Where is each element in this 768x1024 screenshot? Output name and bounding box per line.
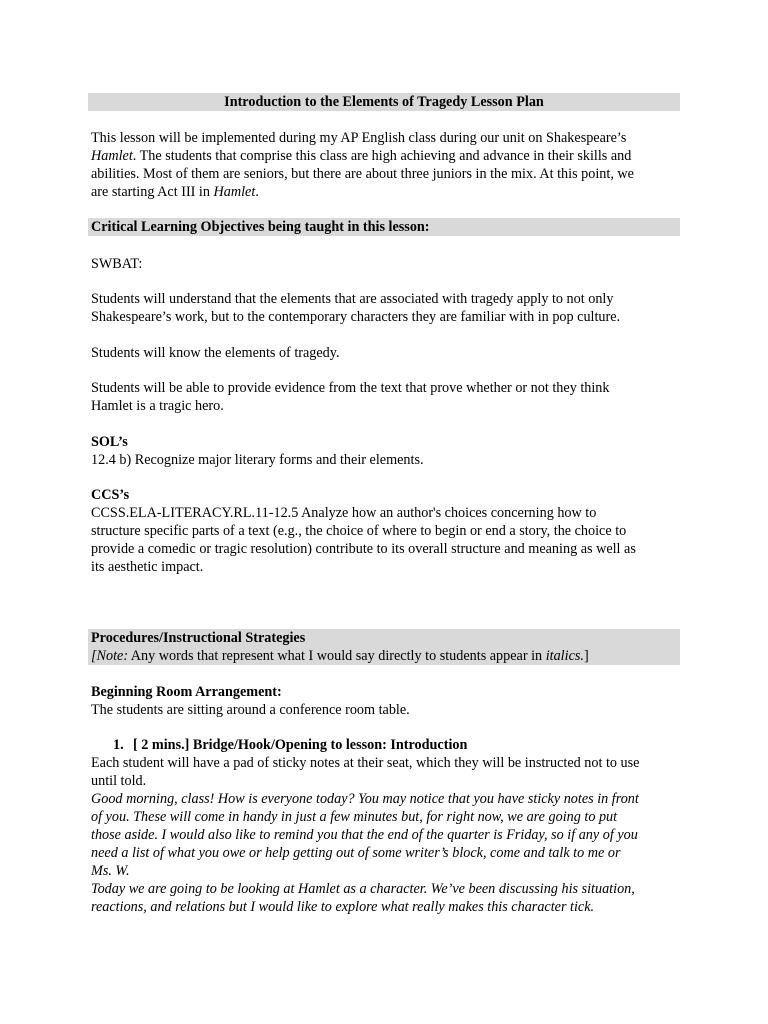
room-text: The students are sitting around a conference room table.	[91, 702, 410, 718]
objective-2: Students will know the elements of tragedy.	[91, 345, 340, 361]
step-1-say-1: Good morning, class! How is everyone today? You may notice that you have sticky notes in front	[91, 791, 639, 807]
step-1-heading	[113, 736, 467, 754]
step-1-say-2: of you. These will come in handy in just a few minutes but, for right now, we are going to put	[91, 809, 618, 825]
step-1-title: [ 2 mins.] Bridge/Hook/Opening to lesson: Introduction	[133, 737, 468, 753]
objectives-heading: Critical Learning Objectives being taught in this lesson:	[91, 219, 430, 235]
intro-line-3: abilities. Most of them are seniors, but there are about three juniors in the mix. At this point, we	[91, 166, 634, 182]
objective-1-line-1: Students will understand that the elements that are associated with tragedy apply to not only	[91, 291, 614, 307]
intro-line-1: This lesson will be implemented during my AP English class during our unit on Shakespeare’s	[91, 130, 627, 146]
note-italics-word: italics.	[545, 648, 584, 664]
objective-3-line-1: Students will be able to provide evidence from the text that prove whether or not they think	[91, 380, 610, 396]
intro-line-4-start: are starting Act III in	[91, 184, 214, 200]
note-text: Any words that represent what I would say directly to students appear in	[128, 648, 546, 664]
intro-line-4-end: .	[255, 184, 259, 200]
intro-line-2-rest: . The students that comprise this class are high achieving and advance in their skills and	[132, 148, 632, 164]
intro-line-2	[91, 147, 681, 165]
sols-heading: SOL’s	[91, 434, 128, 450]
intro-hamlet-italic-2: Hamlet	[213, 184, 256, 200]
ccss-line-2: structure specific parts of a text (e.g., the choice of where to begin or end a story, the choice to	[91, 523, 627, 539]
room-heading: Beginning Room Arrangement:	[91, 684, 282, 700]
note-close: ]	[583, 648, 589, 664]
page-title: Introduction to the Elements of Tragedy Lesson Plan	[224, 94, 544, 110]
intro-hamlet-italic: Hamlet	[91, 148, 133, 164]
step-1-number: 1.	[113, 737, 124, 753]
step-1-say-7: reactions, and relations but I would like to explore what really makes this character tick.	[91, 899, 595, 915]
note-label: [Note:	[91, 648, 129, 664]
sols-text: 12.4 b) Recognize major literary forms and their elements.	[91, 452, 424, 468]
step-1-say-3: those aside. I would also like to remind you that the end of the quarter is Friday, so if any of you	[91, 827, 638, 843]
objective-1-line-2: Shakespeare’s work, but to the contemporary characters they are familiar with in pop culture.	[91, 309, 621, 325]
intro-line-4	[91, 183, 681, 201]
ccss-line-4: its aesthetic impact.	[91, 559, 204, 575]
step-1-say-5: Ms. W.	[91, 863, 130, 879]
procedures-note	[91, 647, 681, 665]
step-1-say-6: Today we are going to be looking at Hamlet as a character. We’ve been discussing his situation,	[91, 881, 635, 897]
step-1-line-1: Each student will have a pad of sticky notes at their seat, which they will be instructed not to use	[91, 755, 640, 771]
step-1-say-4: need a list of what you owe or help getting out of some writer’s block, come and talk to me or	[91, 845, 621, 861]
ccss-line-3: provide a comedic or tragic resolution) contribute to its overall structure and meaning as well as	[91, 541, 636, 557]
objective-3-line-2: Hamlet is a tragic hero.	[91, 398, 224, 414]
procedures-heading: Procedures/Instructional Strategies	[91, 630, 306, 646]
swbat-label: SWBAT:	[91, 256, 143, 272]
step-1-line-2: until told.	[91, 773, 147, 789]
ccss-line-1: CCSS.ELA-LITERACY.RL.11-12.5 Analyze how an author's choices concerning how to	[91, 505, 597, 521]
ccss-heading: CCS’s	[91, 487, 130, 503]
